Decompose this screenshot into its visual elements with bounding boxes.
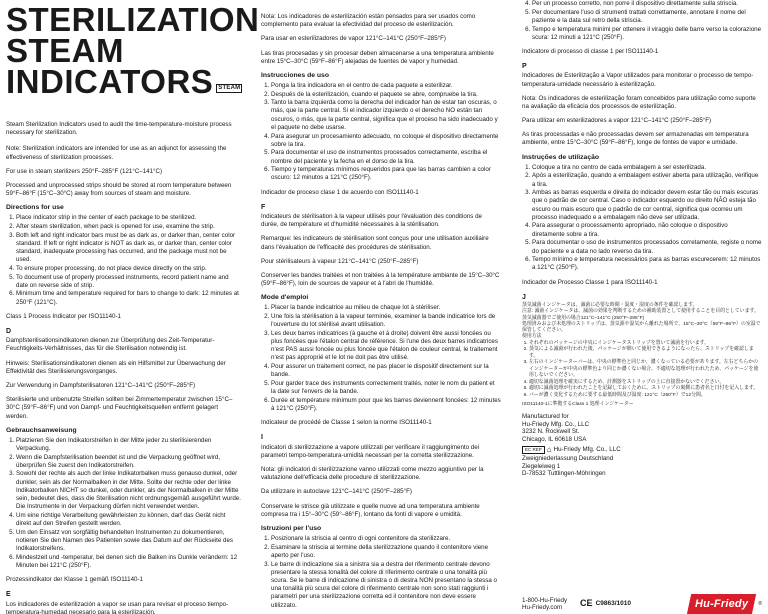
en-class: Class 1 Process Indicator per ISO11140-1 <box>6 312 121 320</box>
factory-icon: ⌂ <box>546 444 552 454</box>
es-note: Nota: Los indicadores de esterilización están pensados para ser usados como complemento para evaluar la efectividad del proceso de esterilización. <box>261 13 476 29</box>
list-item: 1. それぞれのパッケージの中央にインジケータストリップを置いて滅菌を行います。 <box>529 341 762 347</box>
list-item: 1. Coloque a tira no centro de cada embalagem a ser esterilizada. <box>532 164 762 172</box>
ce-mark-icon: CE <box>580 598 593 609</box>
list-item: 4. Para asegurar un procesamiento adecuado, no coloque el dispositivo directamente sobre la tira. <box>271 133 501 149</box>
fr-directions-list <box>261 304 501 413</box>
list-item: 4. To ensure proper processing, do not place device directly on the strip. <box>16 265 241 273</box>
title-line-2: STEAM <box>6 32 124 69</box>
it-intro: Indicatori di sterilizzazione a vapore utilizzati per verificare il raggiungimento dei parametri tempo-temperatura-umidità necessari per la corretta sterilizzazione. <box>261 443 480 459</box>
list-item: 6. Tempo mínimo e temperatura necessários para as barras escurecerem: 12 minutos a 121°C (250°F). <box>532 256 762 272</box>
list-item: 5. Pour garder trace des instruments correctement traités, noter le nom du patient et la date sur l'envers de la bande. <box>271 380 501 396</box>
column-3 <box>522 0 762 478</box>
en-note: Note: Sterilization indicators are intended for use as an adjunct for assessing the effectiveness of sterilization processes. <box>6 145 227 161</box>
registered-mark: ® <box>758 600 762 607</box>
ja-section <box>522 303 762 409</box>
es-usage: Para usar en esterilizadores de vapor 121°C–141°C (250°F–285°F) <box>261 35 446 43</box>
manufacturer-line: 3232 N. Rockwell St. <box>522 428 580 436</box>
list-item: 1. Platzieren Sie den Indikatorstreifen in der Mitte jeder zu sterilisierenden Verpackung. <box>16 437 241 453</box>
list-item: 3. Le barre di indicazione sia a sinistra sia a destra del riferimento centrale devono presentare la stessa tonalità del colore di riferimento centrale o una tonalità più scura. Se le barre di indicazione di sinistra o di destra NON presentano la stessa o una tonalità più scura del colore di riferimento centrale non sono stati raggiunti i parametri per una sterilizzazione corretta ed il contenitore non deve essere utilizzato. <box>271 561 501 610</box>
ja-storage: 処理済みおよび未処理のストリップは、蒸気源や湿気から離れた場所で、15°C–30°C（59°F–86°F）の室温で保管してください。 <box>522 321 761 334</box>
list-item: 2. Une fois la stérilisation à la vapeur terminée, examiner la bande indicatrice lors de l'ouverture du lot stérilisé avant utilisation. <box>271 313 501 329</box>
fr-class: Indicateur de procédé de Classe 1 selon la norme ISO11140-1 <box>261 419 432 427</box>
ec-rep-row <box>522 445 762 455</box>
it-directions-list <box>261 535 501 610</box>
en-intro: Steam Sterilization Indicators used to audit the time-temperature-moisture process necessary for sterilization. <box>6 121 232 137</box>
es-directions-heading: Instrucciones de uso <box>261 71 329 79</box>
fr-directions-heading: Mode d'emploi <box>261 294 309 302</box>
de-directions-heading: Gebrauchsanweisung <box>6 426 77 434</box>
title-line-1: STERILIZATION <box>6 1 260 38</box>
list-item: 5. 適切に滅菌処理が行われたことを記録しておくために、ストリップの裏側に患者名と日付を記入します。 <box>529 386 762 392</box>
pt-intro: Indicadores de Esterilização a Vapor utilizados para monitorar o processo de tempo-temperatura-umidade necessário à esterilização. <box>522 72 754 88</box>
list-item: 4. Um eine richtige Verarbeitung gewährleisten zu können, darf das Gerät nicht direkt auf den Streifen gestellt werden. <box>16 512 241 528</box>
pt-note: Nota: Os indicadores de esterilização foram concebidos para utilização como suporte na avaliação da eficácia dos processos de esterilização. <box>522 94 756 110</box>
es-letter: E <box>6 591 11 599</box>
ec-rep-line: Zweigniederlassung Deutschland <box>522 454 614 462</box>
pt-letter: P <box>522 63 527 71</box>
list-item: 3. Both left and right indicator bars must be as dark as, or darker than, center color standard. If left or right indicator is NOT as dark as, or darker than, center color standard, inadequate processing has occurred, and the package must not be used. <box>16 232 241 265</box>
list-item: 6. Mindestzeit und -temperatur, bei denen sich die Balken ins Dunkle verändern: 12 Minuten bei 121°C (250°F). <box>16 554 241 570</box>
title-line-3: INDICATORS <box>6 63 214 100</box>
list-item: 3. Les deux barres indicatrices (à gauche et à droite) doivent être aussi foncées ou plus foncées que l'étalon central de référence. Si l'une des deux barres indicatrices n'est PAS aussi foncée ou plus foncée que l'étalon de couleur central, le traitement n'est pas approprié et le lot ne doit pas être utilisé. <box>271 330 501 363</box>
contact-block <box>522 597 567 612</box>
list-item: 6. Minimum time and temperature required for bars to change to dark: 12 minutes at 250°F (121°C). <box>16 290 241 306</box>
pt-directions-list <box>522 164 762 273</box>
list-item: 3. Tanto la barra izquierda como la derecha del indicador han de estar tan oscuras, o más, que la parte central. Si el indicador izquierdo o el derecho NO están tan oscuros, o más, que la parte central, significa que el proceso ha sido inadecuado y el paquete no debe usarse. <box>271 99 501 132</box>
en-storage: Processed and unprocessed strips should be stored at room temperature between 59°F–86°F (15°C–30°C) away from sources of steam and moisture. <box>6 181 232 198</box>
list-item: 6. Tempo e temperatura minimi per ottenere il viraggio delle barre verso la colorazione scura: 12 minuti a 121°C (250°F). <box>532 26 762 42</box>
ja-intro: 蒸気滅菌インジケータは、滅菌に必要な時間・温度・湿度の条件を確認します。 <box>522 303 698 308</box>
it-storage: Conservare le strisce già utilizzate e quelle nuove ad una temperatura ambiente compresa tra i 15°–30°C (59°–86°F), lontano da fonti di vapore e umidità. <box>261 502 480 518</box>
ja-note: 注意: 滅菌インジケータは、滅菌の効果を判断するための補助装置として使用することを目的としています。 <box>522 309 759 315</box>
list-item: 5. Um den Einsatz von sorgfältig behandelten Instrumenten zu dokumentieren, notieren Sie den Namen des Patienten sowie das Datum auf der Rückseite des Indikatorstreifens. <box>16 529 241 554</box>
pt-storage: As tiras processadas e não processadas devem ser armazenadas em temperatura ambiente, entre 15°C–30°C (59°F–86°F), longe de fontes de vapor e umidade. <box>522 131 749 147</box>
fr-storage: Conserver les bandes traitées et non traitées à la température ambiante de 15°C–30°C (59°F–86°F), loin de sources de vapeur et à l'abri de l'humidité. <box>261 272 500 288</box>
ec-rep-line: Ziegeleiweg 1 <box>522 462 561 470</box>
list-item: 1. Posizionare la striscia al centro di ogni contenitore da sterilizzare. <box>271 535 501 543</box>
list-item: 2. Após a esterilização, quando a embalagem estiver aberta para utilização, verifique a tira. <box>532 172 762 188</box>
list-item: 6. バーが濃く変化するために要する最低時間及び温度: 121°C（250°F）で12分間。 <box>529 393 762 399</box>
en-directions-list <box>6 214 241 307</box>
de-intro: Dampfsterilisationsindikatoren dienen zur Überprüfung des Zeit-Temperatur-Feuchtigkeits-Verhältnisses, das für die Sterilisation notwendig ist. <box>6 337 215 353</box>
list-item: 3. 左右のインジケーターバーは、中央の標準色と同じか、濃くなっている必要があります。左右どちらかのインジケーターが中央の標準色より同じか濃くない場合、不適切な処理が行われたため、パッケージを使用しないでください。 <box>529 360 762 379</box>
manufacturer-block <box>522 413 762 478</box>
list-item: 1. Place indicator strip in the center of each package to be sterilized. <box>16 214 241 222</box>
manufacturer-line: Chicago, IL 60618 USA <box>522 436 587 443</box>
pt-usage: Para utilizar em esterilizadores a vapor 121°C–141°C (250°F–285°F) <box>522 117 712 125</box>
hu-friedy-logo <box>687 594 757 614</box>
ec-rep-badge: EC REP <box>522 446 545 454</box>
es-class: Indicador de proceso clase 1 de acuerdo con ISO11140-1 <box>261 188 419 196</box>
es-directions-list <box>261 82 501 183</box>
steam-badge: STEAM <box>218 85 241 91</box>
ja-usage: 蒸気滅菌器でご使用の場合121°C–141°C (250°F–285°F) <box>522 315 645 321</box>
es-storage: Las tiras procesadas y sin procesar deben almacenarse a una temperatura ambiente entre 15°C–30°C (59°F–86°F) alejadas de fuentes de vapor y humedad. <box>261 49 494 65</box>
ec-rep-line: D-78532 Tuttlingen-Möhringen <box>522 470 606 478</box>
de-letter: D <box>6 328 12 336</box>
ja-class: ISO11140-1に準拠するClass 1 処理インジケーター <box>522 402 634 408</box>
list-item: 2. Esaminare la striscia al termine della sterilizzazione quando il contenitore viene aperto per l'uso. <box>271 544 501 560</box>
list-item: 6. Tiempo y temperaturas mínimos requeridos para que las barras cambien a color oscuro: 12 minutos a 121°C (250°F). <box>271 166 501 182</box>
ja-directions-heading: 使用方法 <box>522 334 542 340</box>
logo-text: Hu-Friedy <box>695 598 749 610</box>
title-block <box>6 1 260 100</box>
list-item: 3. Ambas as barras esquerda e direita do indicador devem estar tão ou mais escuras que o padrão de cor central. Caso o indicador esquerdo ou direito NÃO esteja tão escuro ou mais escuro que o padrão de cor central, significa que ocorreu um processo inadequado e a embalagem não deve ser utilizada. <box>532 189 762 222</box>
it-directions-heading: Istruzioni per l'uso <box>261 525 322 533</box>
fr-intro: Indicateurs de stérilisation à la vapeur utilisés pour l'évaluation des conditions de durée, de température et d'humidité nécessaires à la stérilisation. <box>261 213 482 229</box>
list-item: 6. Durée et température minimum pour que les barres deviennent foncées: 12 minutes à 121°C (250°F). <box>271 397 501 413</box>
fr-usage: Pour stérilisateurs à vapeur 121°C–141°C (250°F–285°F) <box>261 257 419 265</box>
fr-letter: F <box>261 203 266 211</box>
it-note: Nota: gli indicatori di sterilizzazione vanno utilizzati come mezzo aggiuntivo per la valutazione dell'efficacia delle procedure di sterilizzazione. <box>261 466 484 482</box>
ja-letter: J <box>522 293 526 301</box>
ec-rep-line: Hu-Friedy Mfg. Co., LLC <box>553 445 621 453</box>
list-item: 5. Per documentare l'uso di strumenti trattati correttamente, annotare il nome del paziente e la data sul retro della striscia. <box>532 9 762 25</box>
it-letter: I <box>261 434 263 442</box>
pt-directions-heading: Instruções de utilização <box>522 153 600 161</box>
list-item: 4. 適切な滅菌処理を確実にするため、計測器をストリップの上に直接置かないでください。 <box>529 380 762 386</box>
es-intro: Los indicadores de esterilización a vapor se usan para revisar el proceso tiempo-temperatura-humedad necesario para la esterilización. <box>6 600 229 614</box>
it-directions-list-continued <box>522 0 762 42</box>
footer <box>522 594 762 614</box>
list-item: 5. To document use of properly processed instruments, record patient name and date on reverse side of strip. <box>16 274 241 290</box>
de-class: Prozessindikator der Klasse 1 gemäß ISO11140-1 <box>6 576 143 584</box>
list-item: 4. Para assegurar o processamento apropriado, não coloque o dispositivo diretamente sobre a tira. <box>532 222 762 238</box>
manufacturer-line: Manufactured for <box>522 412 569 420</box>
pt-class: Indicador de Processo Classe 1 para ISO11140-1 <box>522 278 658 286</box>
list-item: 2. Después de la esterilización, cuando el paquete se abre, compruebe la tira. <box>271 91 501 99</box>
fr-note: Remarque: les indicateurs de stérilisation sont conçus pour une utilisation auxiliaire dans l'évaluation de l'efficacité des procédures de stérilisation. <box>261 235 489 251</box>
list-item: 1. Ponga la tira indicadora en el centro de cada paquete a esterilizar. <box>271 82 501 90</box>
en-usage: For use in steam sterilizers 250°F–285°F (121°C–141°C) <box>6 167 163 175</box>
column-1 <box>6 0 260 614</box>
manufacturer-line: Hu-Friedy Mfg. Co., LLC <box>522 420 590 428</box>
en-directions-heading: Directions for use <box>6 204 64 212</box>
list-item: 1. Placer la bande indicatrice au milieu de chaque lot à stériliser. <box>271 304 501 312</box>
list-item: 2. After steam sterilization, when pack is opened for use, examine the strip. <box>16 223 241 231</box>
list-item: 2. Wenn die Dampfsterilisation beendet ist und die Verpackung geöffnet wird, überprüfen Sie zuerst den Indikatorstreifen. <box>16 454 241 470</box>
list-item: 5. Para documentar el uso de instrumentos procesados correctamente, escriba el nombre del paciente y la fecha en el dorso de la tira. <box>271 149 501 165</box>
list-item: 3. Sowohl der rechte als auch der linke Indikatorbalken muss genauso dunkel, oder dunkler, sein als der Normalbalken in der Mitte. Sollte der rechte oder der linke Indikatorbalken NICHT so dunkel, oder dunkler, als der Normalbalken in der Mitte sein, bedeutet dies, dass die Sterilisation nicht ordnungsgemäß ausgeführt wurde. Die Instrumente in der Verpackung dürfen nicht verwendet werden. <box>16 470 241 511</box>
column-2 <box>261 0 501 614</box>
phone-number: 1-800-Hu-Friedy <box>522 596 568 604</box>
ja-directions-list <box>522 341 762 400</box>
website: Hu-Friedy.com <box>522 604 563 612</box>
list-item: 5. Para documentar o uso de instrumentos processados corretamente, registe o nome do paciente e a data no lado reverso da tira. <box>532 239 762 255</box>
de-directions-list <box>6 437 241 571</box>
it-class: Indicatore di processo di classe 1 per ISO11140-1 <box>522 47 659 55</box>
list-item: 2. 蒸気による滅菌が行われた後、パッケージが開いて使用できるようになったら、ストリップを確認します。 <box>529 347 762 360</box>
de-usage: Zur Verwendung in Dampfsterilisatoren 121°C–141°C (250°F–285°F) <box>6 382 196 390</box>
de-storage: Sterilisierte und unbenutzte Streifen sollten bei Zimmertemperatur zwischen 15°C–30°C (59°F–86°F) und von Dampf- und Feuchtigkeitsquellen entfernt gelagert werden. <box>6 396 233 420</box>
de-note: Hinweis: Sterilisationsindikatoren dienen als ein Hilfsmittel zur Überwachung der Effektivität des Sterilisierungsvorganges. <box>6 359 226 375</box>
list-item: 4. Pour assurer un traitement correct, ne pas placer le dispositif directement sur la bande. <box>271 363 501 379</box>
it-usage: Da utilizzare in autoclave 121°C–141°C (250°F–285°F) <box>261 488 412 496</box>
product-code: C9863/1010 <box>595 599 631 607</box>
list-item: 4. Per un processo corretto, non porre il dispositivo direttamente sulla striscia. <box>532 0 762 8</box>
